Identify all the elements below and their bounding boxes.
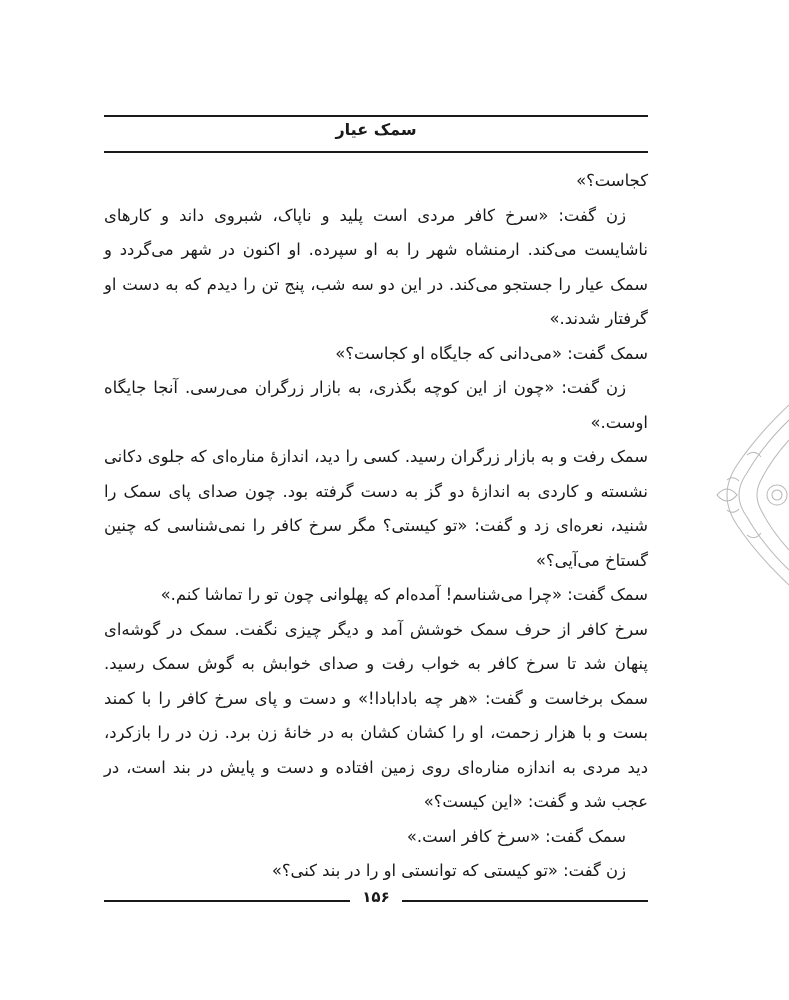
header-top-rule [104, 115, 648, 117]
paragraph: سرخ کافر از حرف سمک خوشش آمد و دیگر چیزی نگفت. سمک در گوشه‌ای پنهان شد تا سرخ کافر به خواب رفت و صدای خوابش به گوش سمک رسید. سمک برخاست و گفت: «هر چه بادابادا!» و دست و پای سرخ کافر را با کمند بست و با هزار زحمت، او را کشان کشان به در خانهٔ زن برد. زن در را بازکرد، دید مردی به اندازه مناره‌ای روی زمین افتاده و دست و پایش در بند است، در عجب شد و گفت: «این کیست؟» [104, 619, 648, 811]
paragraph: سمک گفت: «سرخ کافر است.» [406, 826, 626, 846]
paragraph: سمک رفت و به بازار زرگران رسید. کسی را دید، اندازهٔ مناره‌ای که جلوی دکانی نشسته و کاردی به اندازهٔ دو گز به دست گرفته بود. چون صدای پای سمک را شنید، نعره‌ای زد و گفت: «تو کیستی؟ مگر سرخ کافر را نمی‌شناسی که چنین گستاخ می‌آیی؟» [104, 447, 648, 570]
page-footer [104, 888, 648, 912]
header-bottom-rule [104, 151, 648, 153]
running-header-title: سمک عیار [335, 120, 417, 139]
paragraph: کجاست؟» [576, 171, 648, 190]
body-text [104, 164, 648, 889]
paragraph: سمک گفت: «می‌دانی که جایگاه او کجاست؟» [335, 343, 648, 363]
decorative-ornament-icon [697, 395, 789, 595]
paragraph: سمک گفت: «چرا می‌شناسم! آمده‌ام که پهلوانی چون تو را تماشا کنم.» [160, 585, 648, 604]
footer-rule-right [402, 900, 648, 902]
page-number: ۱۵۶ [362, 888, 390, 906]
paragraph: زن گفت: «تو کیستی که توانستی او را در بند کنی؟» [271, 861, 626, 880]
paragraph: زن گفت: «چون از این کوچه بگذری، به بازار زرگران می‌رسی. آنجا جایگاه اوست.» [104, 378, 648, 432]
paragraph: زن گفت: «سرخ کافر مردی است پلید و ناپاک، شبروی داند و کارهای ناشایست می‌کند. ارمنشاه شهر را به او سپرده. او اکنون در شهر می‌گردد و سمک عیار را جستجو می‌کند. در این دو سه شب، پنج تن را دیدم که به دست او گرفتار شدند.» [104, 205, 648, 328]
